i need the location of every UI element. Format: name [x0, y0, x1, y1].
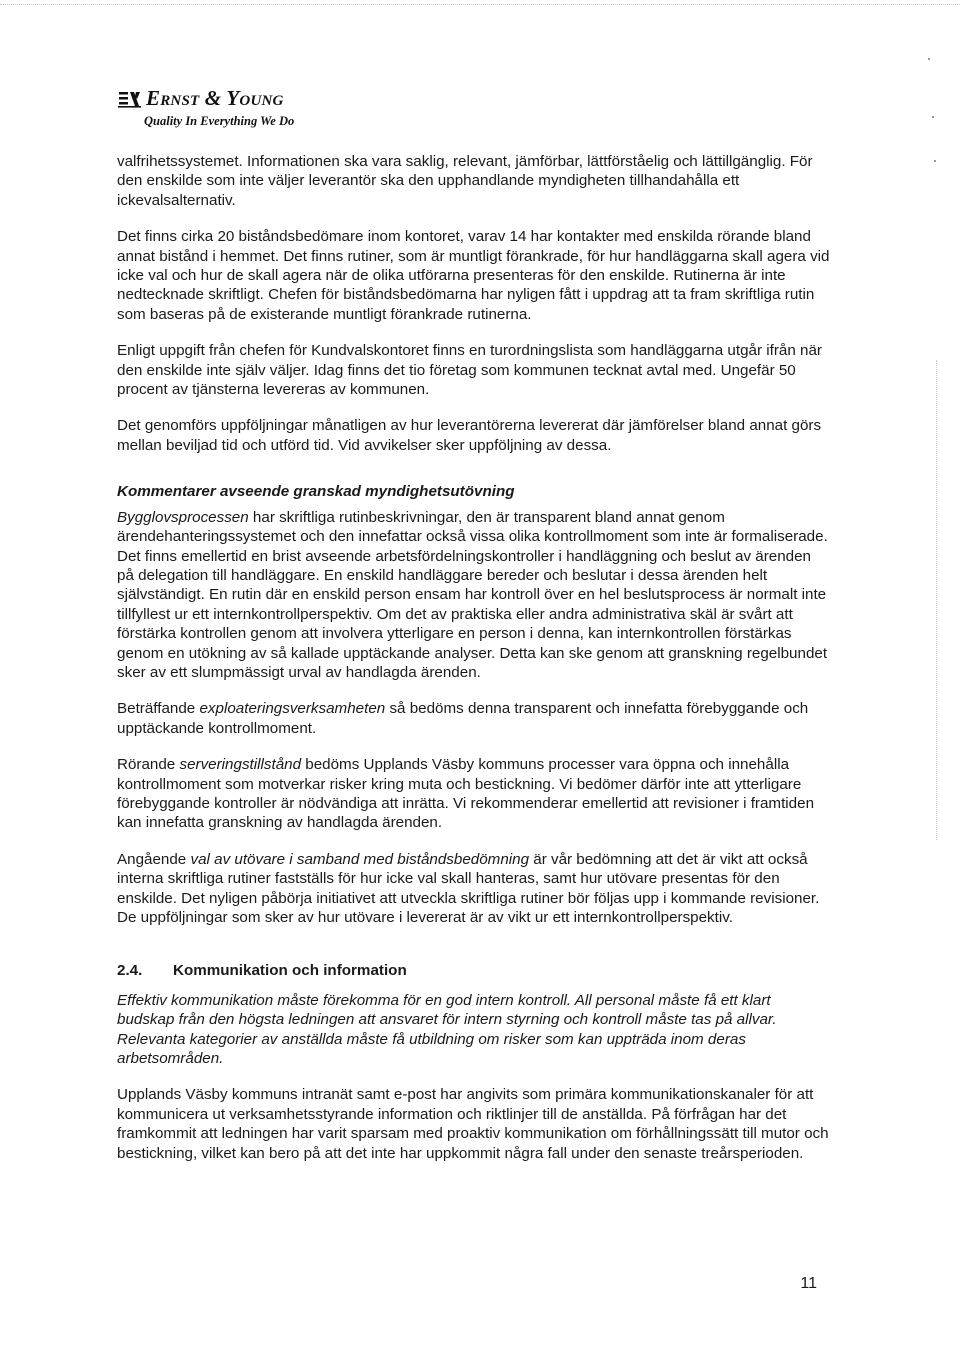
paragraph: valfrihetssystemet. Informationen ska vara saklig, relevant, jämförbar, lättförståelig och lättillgänglig. För den enskilde som inte väljer leverantör ska den upphandlande myndigheten tillhandahålla ett ickevalsalternativ. [117, 153, 813, 209]
scan-speck [928, 58, 930, 60]
paragraph-text: Beträffande [117, 700, 200, 718]
section-title: Kommunikation och information [173, 962, 407, 980]
body-text [117, 152, 832, 1180]
paragraph [117, 755, 832, 833]
paragraph-text: har skriftliga rutinbeskrivningar, den är transparent bland annat genom ärendehanteringssystemet och den innefattar också vissa olika kontrollmoment som inte är formaliserade. Det finns emellertid en brist avseende arbetsfördelningskontroller i handläggning och beslut av ärenden på delegation till handläggare. En enskild handläggare bereder och beslutar i dessa ärenden helt självständigt. En rutin där en enskild person ensam har kontroll över en hel beslutsprocess är normalt inte tillfyllest ur ett internkontrollperspektiv. Om det av praktiska eller andra administrativa skäl är svårt att förstärka kontrollen genom att involvera ytterligare en person i denna, kan internkontrollen förstärkas genom en utökning av så kallade upptäckande analyser. Detta kan ske genom att granskning regelbundet sker av ett slumpmässigt urval av handlagda ärenden. [117, 508, 828, 681]
emphasis-text: exploateringsverksamheten [199, 700, 386, 718]
paragraph-text: så bedöms denna transparent och innefatta förebyggande och upptäckande kontrollmoment. [117, 700, 809, 737]
paragraph-text: Angående [117, 850, 191, 868]
section-heading: Kommentarer avseende granskad myndighetsutövning [117, 483, 515, 501]
emphasis-text: val av utövare i samband med biståndsbedömning [190, 850, 530, 868]
paragraph [117, 850, 832, 928]
paragraph: Det genomförs uppföljningar månatligen av hur leverantörerna levererat där jämförelser bland annat görs mellan beviljad tid och utförd tid. Vid avvikelser sker uppföljning av dessa. [117, 417, 822, 454]
paragraph: Enligt uppgift från chefen för Kundvalskontoret finns en turordningslista som handläggarna utgår ifrån när den enskilde inte själv väljer. Idag finns det tio företag som kommunen tecknat avtal med. Ungefär 50 procent av tjänsterna levereras av kommunen. [117, 342, 822, 399]
scan-edge-line [0, 4, 960, 5]
paragraph-text: är vår bedömning att det är vikt att också interna skriftliga rutiner fastställs för hur icke val skall hanteras, samt hur utövare presentas för den enskilde. Det nyligen påbörja initiativet att utveckla skriftliga rutiner bör följas upp i kommande revisioner. De uppföljningar som sker av hur utövare i levererat är av vikt ur ett internkontrollperspektiv. [117, 850, 820, 926]
section-2-4-heading [117, 961, 832, 980]
scan-speck [934, 160, 936, 162]
company-name: Ernst & Young [146, 86, 284, 110]
company-logo [118, 86, 294, 129]
section-intro: Effektiv kommunikation måste förekomma för en god intern kontroll. All personal måste få ett klart budskap från den högsta ledningen att ansvaret för intern styrning och kontroll måste tas på allvar. Relevanta kategorier av anställda måste få utbildning om risker som kan uppträda inom deras arbetsområden. [117, 991, 777, 1068]
company-tagline: Quality In Everything We Do [144, 114, 295, 128]
emphasis-text: Bygglovsprocessen [117, 508, 249, 526]
scan-speck [932, 116, 934, 118]
paragraph [117, 699, 832, 738]
page-number: 11 [800, 1275, 817, 1292]
paragraph-text: Rörande [117, 756, 180, 774]
section-number: 2.4. [117, 962, 143, 980]
ey-logo-mark-icon [118, 90, 142, 108]
emphasis-text: serveringstillstånd [179, 756, 302, 774]
paragraph: Det finns cirka 20 biståndsbedömare inom kontoret, varav 14 har kontakter med enskilda rörande bland annat bistånd i hemmet. Det finns rutiner, som är muntligt förankrade, för hur handläggarna skall agera vid icke val och hur de skall agera när de olika utförarna presenteras för den enskilde. Rutinerna är inte nedtecknade skriftligt. Chefen för biståndsbedömarna har nyligen fått i uppdrag att ta fram skriftliga rutin som baseras på de existerande muntligt förankrade rutinerna. [117, 228, 830, 323]
paragraph [117, 508, 832, 683]
scan-margin-line [936, 360, 937, 840]
paragraph-text: bedöms Upplands Väsby kommuns processer vara öppna och innehålla kontrollmoment som motverkar risker kring muta och bestickning. Vi bedömer därför inte att ytterligare förebyggande kontroller är nödvändiga att inrätta. Vi rekommenderar emellertid att revisioner i framtiden kan innefatta granskning av handlagda ärenden. [117, 756, 815, 832]
paragraph: Upplands Väsby kommuns intranät samt e-post har angivits som primära kommunikationskanaler för att kommunicera ut verksamhetsstyrande information och riktlinjer till de anställda. På förfrågan har det framkommit att ledningen har varit sparsam med proaktiv kommunikation om förhållningssätt till mutor och bestickning, vilket kan bero på att det inte har uppkommit några fall under den senaste treårsperioden. [117, 1086, 829, 1162]
